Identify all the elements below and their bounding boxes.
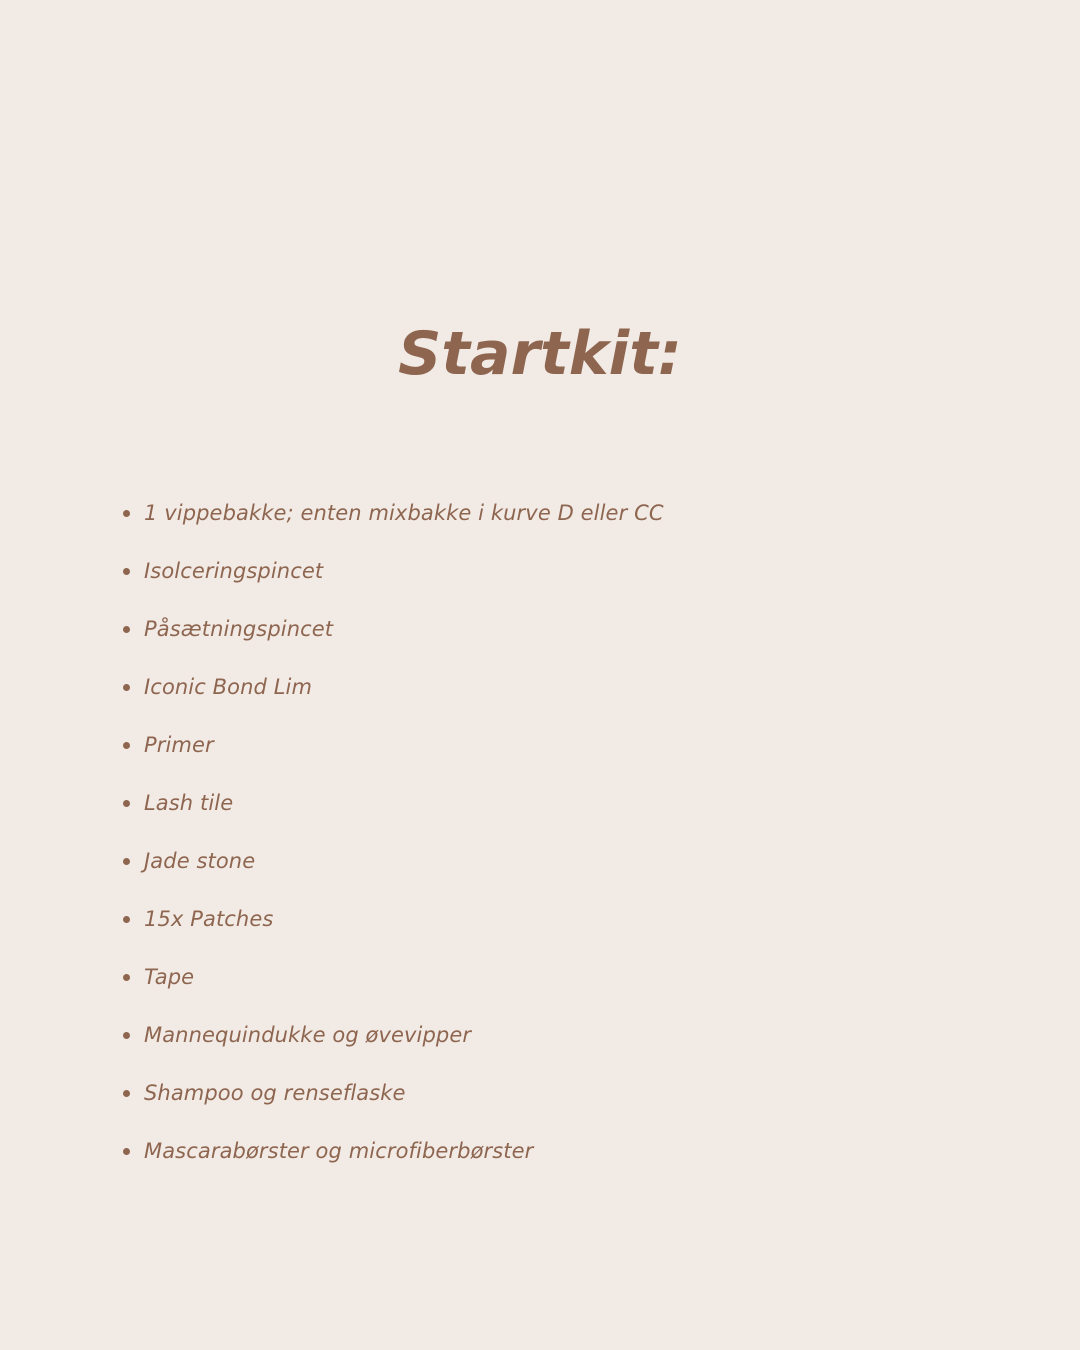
bullet-icon [123, 626, 130, 633]
list-item [120, 1064, 1000, 1122]
list-item-label: Primer [144, 733, 214, 757]
list-item-label: Tape [144, 965, 195, 989]
bullet-icon [123, 1032, 130, 1039]
bullet-icon [123, 1090, 130, 1097]
list-item-label: Jade stone [144, 849, 256, 873]
page-title: Startkit: [398, 319, 682, 389]
list-item [120, 542, 1000, 600]
bullet-icon [123, 1148, 130, 1155]
bullet-icon [123, 800, 130, 807]
bullet-icon [123, 974, 130, 981]
list-item-label: Påsætningspincet [144, 617, 334, 641]
list-item [120, 832, 1000, 890]
list-item [120, 484, 1000, 542]
startkit-list [120, 484, 1000, 1180]
list-item [120, 1006, 1000, 1064]
bullet-icon [123, 568, 130, 575]
list-item [120, 948, 1000, 1006]
bullet-icon [123, 684, 130, 691]
list-item [120, 1122, 1000, 1180]
bullet-icon [123, 742, 130, 749]
list-item-label: Mannequindukke og øvevipper [144, 1023, 472, 1047]
list-item [120, 890, 1000, 948]
list-item-label: Iconic Bond Lim [144, 675, 313, 699]
bullet-icon [123, 858, 130, 865]
list-item-label: Shampoo og renseflaske [144, 1081, 406, 1105]
list-item-label: 1 vippebakke; enten mixbakke i kurve D eller CC [144, 501, 664, 525]
list-item [120, 716, 1000, 774]
bullet-icon [123, 916, 130, 923]
bullet-icon [123, 510, 130, 517]
list-item-label: Isolceringspincet [144, 559, 324, 583]
list-item-label: 15x Patches [144, 907, 274, 931]
list-item [120, 774, 1000, 832]
list-item [120, 658, 1000, 716]
list-item-label: Mascarabørster og microfiberbørster [144, 1139, 534, 1163]
list-item [120, 600, 1000, 658]
list-item-label: Lash tile [144, 791, 234, 815]
